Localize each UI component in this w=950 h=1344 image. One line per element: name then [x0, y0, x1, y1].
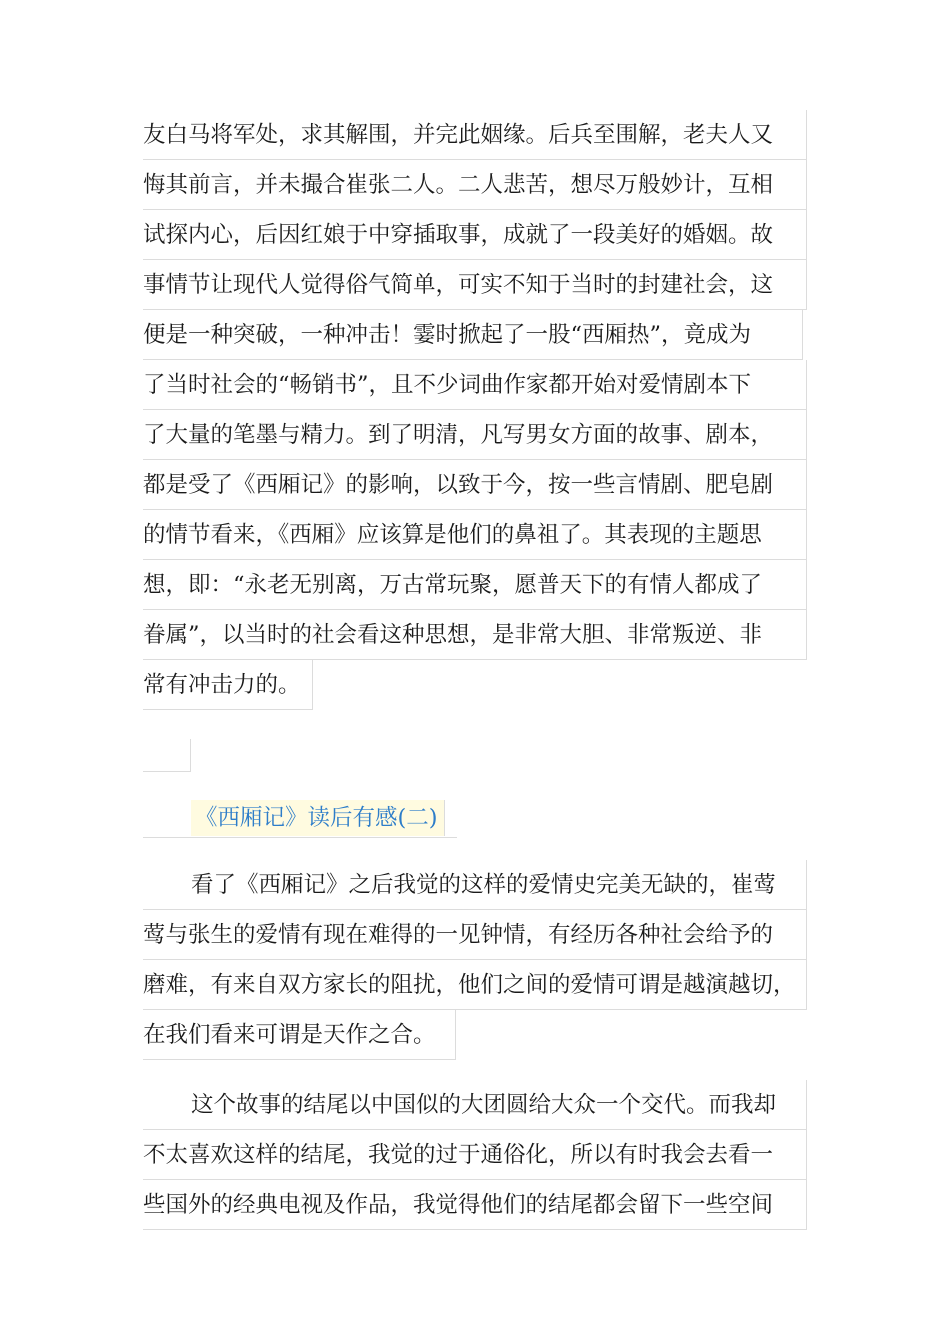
- paragraph-line: 不太喜欢这样的结尾，我觉的过于通俗化，所以有时我会去看一: [143, 1130, 807, 1180]
- empty-paragraph: [143, 739, 191, 772]
- paragraph-line: 磨难，有来自双方家长的阻扰，他们之间的爱情可谓是越演越切，: [143, 960, 807, 1010]
- paragraph-line: 都是受了《西厢记》的影响，以致于今，按一些言情剧、肥皂剧: [143, 460, 807, 510]
- paragraph-line: 的情节看来，《西厢》应该算是他们的鼻祖了。其表现的主题思: [143, 510, 807, 560]
- paragraph-line: 事情节让现代人觉得俗气简单，可实不知于当时的封建社会，这: [143, 260, 807, 310]
- paragraph-line: 友白马将军处，求其解围，并完此姻缘。后兵至围解，老夫人又: [143, 110, 807, 160]
- section-heading: 《西厢记》读后有感(二): [191, 800, 445, 836]
- paragraph-line: 这个故事的结尾以中国似的大团圆给大众一个交代。而我却: [143, 1080, 807, 1130]
- paragraph-line: 试探内心，后因红娘于中穿插取事，成就了一段美好的婚姻。故: [143, 210, 807, 260]
- paragraph-line: 了当时社会的“畅销书”，且不少词曲作家都开始对爱情剧本下: [143, 360, 807, 410]
- paragraph-line: 些国外的经典电视及作品，我觉得他们的结尾都会留下一些空间: [143, 1180, 807, 1230]
- paragraph-line: 看了《西厢记》之后我觉的这样的爱情史完美无缺的，崔莺: [143, 860, 807, 910]
- paragraph-line: 在我们看来可谓是天作之合。: [143, 1010, 456, 1060]
- paragraph-line: 便是一种突破，一种冲击！霎时掀起了一股“西厢热”，竟成为: [143, 310, 803, 360]
- paragraph-line: 常有冲击力的。: [143, 660, 313, 710]
- paragraph-line: 莺与张生的爱情有现在难得的一见钟情，有经历各种社会给予的: [143, 910, 807, 960]
- paragraph-line: 想，即：“永老无别离，万古常玩聚，愿普天下的有情人都成了: [143, 560, 807, 610]
- paragraph-line: 了大量的笔墨与精力。到了明清，凡写男女方面的故事、剧本，: [143, 410, 807, 460]
- paragraph-line: 眷属”，以当时的社会看这种思想，是非常大胆、非常叛逆、非: [143, 610, 807, 660]
- paragraph-line: 悔其前言，并未撮合崔张二人。二人悲苦，想尽万般妙计，互相: [143, 160, 807, 210]
- section-heading-row: [143, 800, 457, 838]
